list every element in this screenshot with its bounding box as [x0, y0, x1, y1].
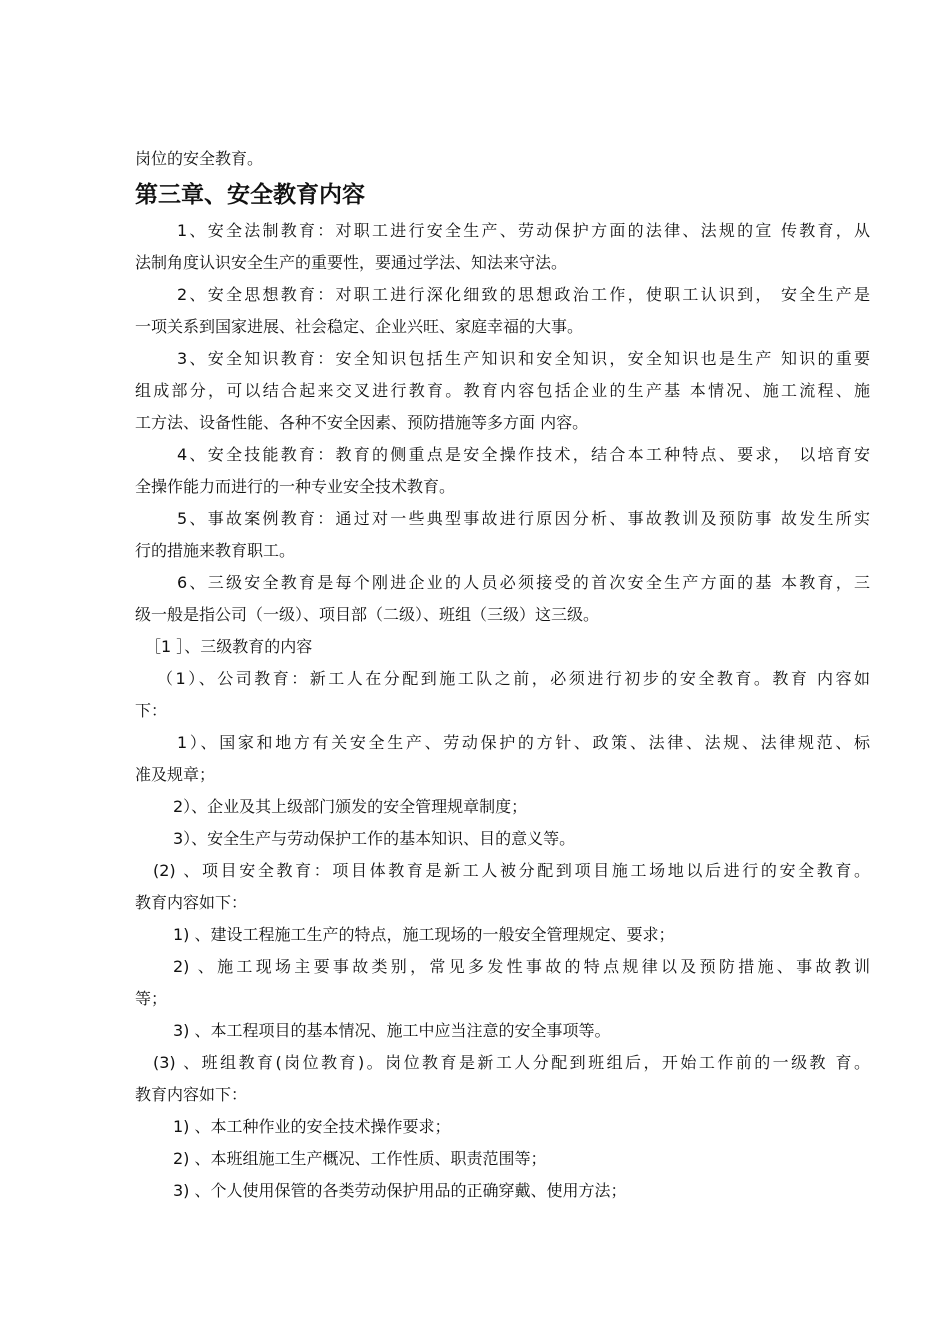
text-line: 下： [135, 701, 168, 720]
text-line: 3）、安全生产与劳动保护工作的基本知识、目的意义等。 [173, 829, 576, 848]
text-line: 1) 、建设工程施工生产的特点，施工现场的一般安全管理规定、要求； [173, 925, 675, 944]
chapter-heading: 第三章、安全教育内容 [135, 182, 365, 208]
text-line: 等； [135, 989, 168, 1008]
text-line: 3) 、个人使用保管的各类劳动保护用品的正确穿戴、使用方法； [173, 1181, 627, 1200]
text-line: 行的措施来教育职工。 [135, 541, 296, 560]
text-line: 2、安全思想教育：对职工进行深化细致的思想政治工作，使职工认识到， 安全生产是 [177, 285, 870, 304]
text-line: 级一般是指公司（一级）、项目部（二级）、班组（三级）这三级。 [135, 605, 600, 624]
text-line: 3、安全知识教育：安全知识包括生产知识和安全知识，安全知识也是生产 知识的重要 [177, 349, 870, 368]
text-line: 1、安全法制教育：对职工进行安全生产、劳动保护方面的法律、法规的宣 传教育，从 [177, 221, 870, 240]
text-line: 法制角度认识安全生产的重要性，要通过学法、知法来守法。 [135, 253, 568, 272]
text-line: 1) 、本工种作业的安全技术操作要求； [173, 1117, 451, 1136]
text-line: 3) 、本工程项目的基本情况、施工中应当注意的安全事项等。 [173, 1021, 611, 1040]
text-line: 1）、国家和地方有关安全生产、劳动保护的方针、政策、法律、法规、法律规范、标 [177, 733, 870, 752]
paragraph-lines [135, 215, 870, 1207]
text-line: 教育内容如下： [135, 893, 248, 912]
text-line: 2）、企业及其上级部门颁发的安全管理规章制度； [173, 797, 528, 816]
text-line: 4、安全技能教育：教育的侧重点是安全操作技术，结合本工种特点、要求， 以培育安 [177, 445, 870, 464]
text-line: 准及规章； [135, 765, 216, 784]
text-line: 2) 、施工现场主要事故类别，常见多发性事故的特点规律以及预防措施、事故教训 [173, 957, 870, 976]
text-line: 教育内容如下： [135, 1085, 248, 1104]
document-body [135, 143, 870, 1207]
text-line: 2) 、本班组施工生产概况、工作性质、职责范围等； [173, 1149, 547, 1168]
text-line: 6、三级安全教育是每个刚进企业的人员必须接受的首次安全生产方面的基 本教育，三 [177, 573, 870, 592]
text-line: 全操作能力而进行的一种专业安全技术教育。 [135, 477, 456, 496]
intro-line: 岗位的安全教育。 [135, 149, 264, 168]
text-line: 工方法、设备性能、各种不安全因素、预防措施等多方面 内容。 [135, 413, 589, 432]
text-line: 组成部分，可以结合起来交叉进行教育。教育内容包括企业的生产基 本情况、施工流程、施 [135, 381, 870, 400]
text-line: 一项关系到国家进展、社会稳定、企业兴旺、家庭幸福的大事。 [135, 317, 584, 336]
text-line: （1）、公司教育：新工人在分配到施工队之前，必须进行初步的安全教育。教育 内容如 [157, 669, 870, 688]
text-line: (2) 、项目安全教育：项目体教育是新工人被分配到项目施工场地以后进行的安全教育。 [153, 861, 870, 880]
text-line: ［1 ］、三级教育的内容 [145, 637, 313, 656]
text-line: (3) 、班组教育(岗位教育)。岗位教育是新工人分配到班组后，开始工作前的一级教 育。 [153, 1053, 870, 1072]
text-line: 5、事故案例教育：通过对一些典型事故进行原因分析、事故教训及预防事 故发生所实 [177, 509, 870, 528]
